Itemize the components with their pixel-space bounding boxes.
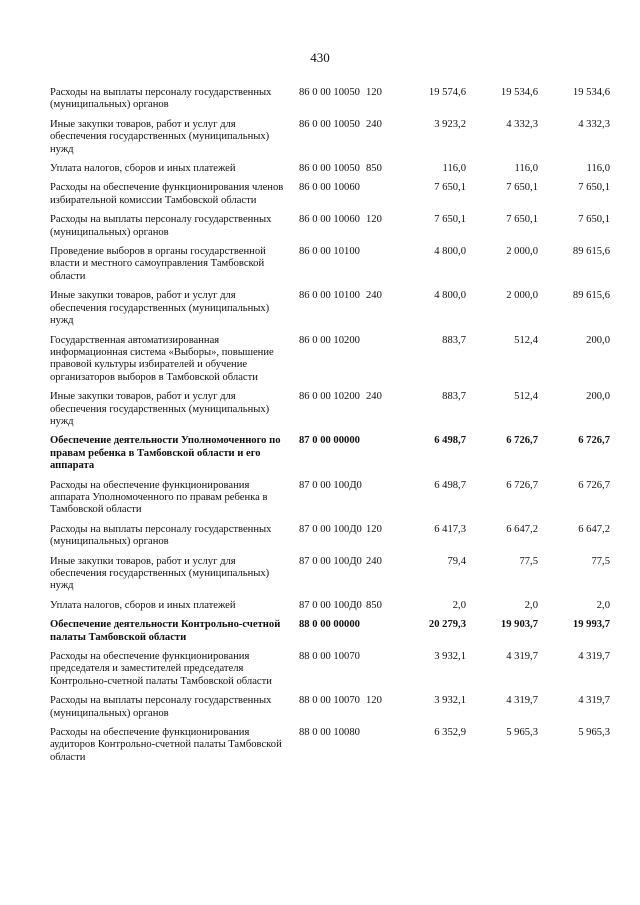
row-code: 86 0 00 10050: [299, 118, 360, 130]
row-name: Расходы на выплаты персоналу государственных (муниципальных) органов: [50, 214, 272, 238]
row-amount-year-3: 7 650,1: [578, 214, 610, 226]
table-row: [50, 556, 610, 600]
row-amount-year-3: 7 650,1: [578, 182, 610, 194]
row-amount-year-3: 77,5: [591, 555, 610, 567]
row-amount-year-3: 4 332,3: [578, 118, 610, 130]
row-amount-year-3: 200,0: [586, 391, 610, 403]
row-expense-type: [366, 480, 394, 524]
row-amount-year-3: 5 965,3: [578, 727, 610, 739]
row-name: Уплата налогов, сборов и иных платежей: [50, 599, 236, 611]
row-amount-year-2: 6 647,2: [506, 523, 538, 535]
row-expense-type: [366, 335, 394, 392]
table-row: [50, 600, 610, 619]
row-amount-year-1: 79,4: [447, 555, 466, 567]
table-row: [50, 524, 610, 556]
row-code: 86 0 00 10200: [299, 334, 360, 346]
table-row: [50, 619, 610, 651]
row-name: Иные закупки товаров, работ и услуг для обеспечения государственных (муниципальных) нужд: [50, 555, 270, 592]
table-row: [50, 480, 610, 524]
row-amount-year-3: 4 319,7: [578, 695, 610, 707]
row-code: 88 0 00 00000: [299, 619, 360, 631]
row-amount-year-2: 19 903,7: [500, 619, 538, 631]
row-code: 86 0 00 10100: [299, 290, 360, 302]
row-expense-type: 240: [366, 118, 382, 130]
row-amount-year-1: 7 650,1: [434, 182, 466, 194]
row-name: Расходы на обеспечение функционирования председателя и заместителей председателя Контрольно-счетной палаты Тамбовской области: [50, 651, 272, 687]
row-code: 86 0 00 10200: [299, 391, 360, 403]
table-row: [50, 214, 610, 246]
row-expense-type: 120: [366, 695, 382, 707]
row-amount-year-3: 19 993,7: [572, 619, 610, 631]
row-code: 86 0 00 10100: [299, 246, 360, 258]
row-expense-type: 850: [366, 163, 382, 175]
row-code: 87 0 00 00000: [299, 435, 360, 447]
row-name: Проведение выборов в органы государственной власти и местного самоуправления Тамбовской области: [50, 246, 266, 282]
row-amount-year-1: 20 279,3: [428, 619, 466, 631]
row-name: Расходы на выплаты персоналу государственных (муниципальных) органов: [50, 523, 272, 548]
row-amount-year-1: 6 498,7: [434, 479, 466, 491]
row-amount-year-1: 883,7: [442, 334, 466, 346]
row-amount-year-3: 116,0: [586, 163, 610, 175]
row-name: Расходы на выплаты персоналу государственных (муниципальных) органов: [50, 695, 272, 719]
row-code: 88 0 00 10070: [299, 695, 360, 707]
row-code: 87 0 00 100Д0: [299, 523, 362, 535]
row-name: Расходы на обеспечение функционирования аудиторов Контрольно-счетной палаты Тамбовской области: [50, 727, 282, 763]
row-amount-year-2: 2,0: [524, 599, 538, 611]
row-expense-type: 240: [366, 555, 382, 567]
row-expense-type: [366, 651, 394, 695]
row-code: 87 0 00 100Д0: [299, 479, 362, 491]
row-expense-type: [366, 619, 394, 651]
row-amount-year-3: 200,0: [586, 334, 610, 346]
table-row: [50, 246, 610, 290]
row-amount-year-1: 3 923,2: [434, 118, 466, 130]
row-amount-year-3: 6 726,7: [578, 435, 610, 447]
row-amount-year-3: 4 319,7: [578, 651, 610, 663]
row-code: 87 0 00 100Д0: [299, 599, 362, 611]
table-row: [50, 435, 610, 479]
row-amount-year-1: 19 574,6: [428, 87, 466, 98]
table-row: [50, 119, 610, 163]
row-amount-year-3: 6 647,2: [578, 523, 610, 535]
row-amount-year-1: 3 932,1: [434, 695, 466, 707]
row-amount-year-3: 6 726,7: [578, 479, 610, 491]
row-name: Иные закупки товаров, работ и услуг для обеспечения государственных (муниципальных) нужд: [50, 391, 270, 427]
table-row: [50, 727, 610, 771]
row-amount-year-1: 2,0: [452, 599, 466, 611]
table-row: [50, 391, 610, 435]
row-code: 88 0 00 10070: [299, 651, 360, 663]
row-amount-year-2: 19 534,6: [500, 87, 538, 98]
row-amount-year-1: 883,7: [442, 391, 466, 403]
row-amount-year-1: 6 417,3: [434, 523, 466, 535]
row-expense-type: 120: [366, 214, 382, 226]
table-row: [50, 335, 610, 392]
row-amount-year-2: 77,5: [519, 555, 538, 567]
page-number: 430: [310, 50, 330, 65]
row-name: Расходы на выплаты персоналу государственных (муниципальных) органов: [50, 87, 272, 111]
row-name: Государственная автоматизированная информационная система «Выборы», повышение правовой культуры избирателей и обучение организаторов выборов в Тамбовской области: [50, 334, 274, 383]
row-amount-year-1: 6 498,7: [434, 435, 466, 447]
table-row: [50, 87, 610, 119]
row-amount-year-1: 3 932,1: [434, 651, 466, 663]
table-row: [50, 695, 610, 727]
row-amount-year-3: 89 615,6: [572, 246, 610, 258]
row-amount-year-1: 4 800,0: [434, 246, 466, 258]
row-amount-year-2: 6 726,7: [506, 435, 538, 447]
row-code: 88 0 00 10080: [299, 727, 360, 739]
row-name: Иные закупки товаров, работ и услуг для обеспечения государственных (муниципальных) нужд: [50, 290, 270, 327]
row-code: 86 0 00 10050: [299, 87, 360, 98]
row-amount-year-2: 4 332,3: [506, 118, 538, 130]
row-name: Обеспечение деятельности Уполномоченного по правам ребенка в Тамбовской области и его аппарата: [50, 435, 281, 472]
row-amount-year-2: 116,0: [514, 163, 538, 175]
row-expense-type: [366, 727, 394, 771]
table-row: [50, 163, 610, 182]
row-code: 86 0 00 10050: [299, 163, 360, 175]
row-code: 86 0 00 10060: [299, 214, 360, 226]
row-amount-year-1: 7 650,1: [434, 214, 466, 226]
row-expense-type: 850: [366, 599, 382, 611]
row-expense-type: [366, 435, 394, 479]
row-expense-type: [366, 182, 394, 214]
row-amount-year-3: 19 534,6: [572, 87, 610, 98]
row-expense-type: 240: [366, 391, 382, 403]
row-expense-type: 240: [366, 290, 382, 302]
row-name: Уплата налогов, сборов и иных платежей: [50, 163, 236, 175]
row-amount-year-2: 2 000,0: [506, 246, 538, 258]
row-amount-year-2: 7 650,1: [506, 214, 538, 226]
row-amount-year-1: 116,0: [442, 163, 466, 175]
row-name: Расходы на обеспечение функционирования аппарата Уполномоченного по правам ребенка в Тамбовской области: [50, 479, 268, 516]
budget-table-body: [50, 87, 610, 771]
row-amount-year-2: 5 965,3: [506, 727, 538, 739]
row-expense-type: 120: [366, 523, 382, 535]
row-name: Обеспечение деятельности Контрольно-счетной палаты Тамбовской области: [50, 619, 281, 643]
budget-table: [50, 87, 610, 771]
row-amount-year-3: 2,0: [596, 599, 610, 611]
row-amount-year-1: 6 352,9: [434, 727, 466, 739]
table-row: [50, 651, 610, 695]
row-amount-year-2: 6 726,7: [506, 479, 538, 491]
row-code: 86 0 00 10060: [299, 182, 360, 194]
row-expense-type: [366, 246, 394, 290]
row-name: Иные закупки товаров, работ и услуг для обеспечения государственных (муниципальных) нужд: [50, 118, 270, 155]
row-amount-year-2: 512,4: [514, 334, 538, 346]
row-amount-year-2: 4 319,7: [506, 695, 538, 707]
row-expense-type: 120: [366, 87, 382, 98]
row-amount-year-2: 4 319,7: [506, 651, 538, 663]
table-row: [50, 182, 610, 214]
row-code: 87 0 00 100Д0: [299, 555, 362, 567]
row-amount-year-2: 512,4: [514, 391, 538, 403]
row-amount-year-3: 89 615,6: [572, 290, 610, 302]
row-amount-year-2: 7 650,1: [506, 182, 538, 194]
table-row: [50, 290, 610, 334]
row-amount-year-1: 4 800,0: [434, 290, 466, 302]
row-amount-year-2: 2 000,0: [506, 290, 538, 302]
row-name: Расходы на обеспечение функционирования членов избирательной комиссии Тамбовской области: [50, 182, 284, 206]
